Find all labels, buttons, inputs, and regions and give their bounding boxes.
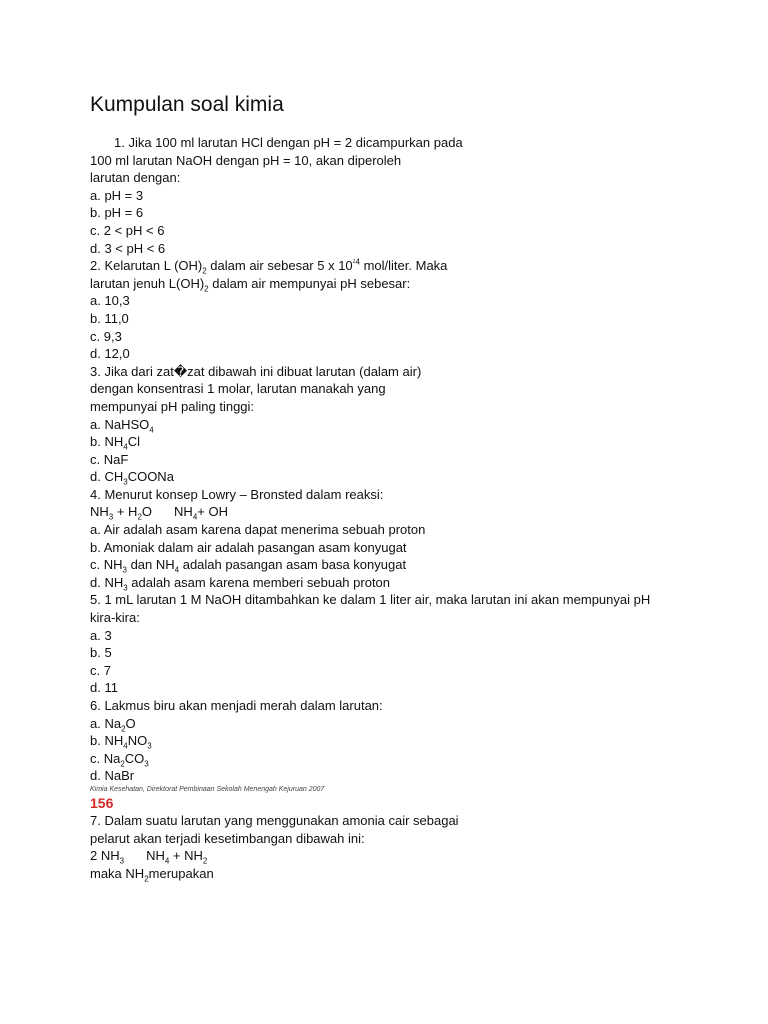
footer-source-note: Kimia Kesehatan, Direktorat Pembinaan Sekolah Menengah Kejuruan 2007 [90, 785, 325, 793]
option-4b: b. Amoniak dalam air adalah pasangan asam konyugat [90, 539, 407, 555]
page-number: 156 [90, 794, 114, 811]
question-5-text-cont: kira-kira: [90, 610, 140, 626]
option-4d: d. $NH_3$ adalah asam karena memberi sebuah proton [90, 574, 391, 593]
option-1d: d. 3 < pH < 6 [90, 240, 166, 256]
option-3a: a. NaHSO$_4$ [90, 416, 154, 435]
question-3-text-cont: dengan konsentrasi 1 molar, larutan manakah yang [90, 381, 386, 397]
question-7-text-cont: maka $NH_2merupakan$ [90, 865, 214, 884]
option-5d: d. 11 [90, 680, 118, 696]
question-3-text-cont: mempunyai pH paling tinggi: [90, 398, 255, 414]
option-4a: a. Air adalah asam karena dapat menerima sebuah proton [90, 522, 426, 538]
question-1-text-cont: 100 ml larutan NaOH dengan pH = 10, akan diperoleh [90, 152, 402, 168]
question-4-equation: $NH_3 + H_2O$ $NH_4+$ OH [90, 504, 228, 523]
question-7-equation: 2 $NH_3$ $NH_4 + NH_2$ [90, 848, 208, 866]
option-3c: c. NaF [90, 451, 129, 467]
question-5-text: 5. 1 mL larutan 1 M NaOH ditambahkan ke dalam 1 liter air, maka larutan ini akan mempunyai pH [90, 592, 651, 608]
question-2-text-cont: larutan jenuh $L(OH)_2$ dalam air mempunyai pH sebesar: [90, 275, 411, 294]
option-6d: d. NaBr [90, 768, 135, 784]
option-6a: a. $Na_2O$ [90, 715, 136, 734]
option-3b: b. $NH_4Cl$ [90, 434, 140, 452]
option-6b: b. $NH_4NO_3$ [90, 733, 152, 751]
question-7-text: 7. Dalam suatu larutan yang menggunakan amonia cair sebagai [90, 812, 459, 828]
page-title: Kumpulan soal kimia [90, 93, 284, 116]
option-2d: d. 12,0 [90, 346, 130, 362]
option-4c: c. $NH_3$ dan $NH_4$ adalah pasangan asam basa konyugat [90, 557, 407, 575]
option-1b: b. pH = 6 [90, 205, 144, 221]
question-2-text: 2. Kelarutan L $(OH)_2$ dalam air sebesar 5 x $10^{⁲4}$ mol/liter. Maka [90, 257, 448, 276]
question-4-text: 4. Menurut konsep Lowry – Bronsted dalam reaksi: [90, 486, 384, 502]
option-5a: a. 3 [90, 627, 112, 643]
option-6c: c. $Na_2CO_3$ [90, 750, 149, 769]
question-6-text: 6. Lakmus biru akan menjadi merah dalam larutan: [90, 698, 383, 713]
option-3d: d. $CH_3COONa$ [90, 469, 174, 487]
option-1c: c. 2 < pH < 6 [90, 222, 165, 238]
option-5b: b. 5 [90, 645, 112, 661]
question-1-text: 1. Jika 100 ml larutan HCl dengan pH = 2 dicampurkan pada [114, 135, 463, 150]
question-7-text-cont: pelarut akan terjadi kesetimbangan dibawah ini: [90, 830, 365, 846]
question-3-text: 3. Jika dari zat�zat dibawah ini dibuat larutan (dalam air) [90, 363, 422, 379]
option-2b: b. 11,0 [90, 310, 129, 326]
option-1a: a. pH = 3 [90, 187, 144, 203]
option-2a: a. 10,3 [90, 293, 130, 309]
option-5c: c. 7 [90, 662, 111, 678]
question-1-text-cont: larutan dengan: [90, 170, 181, 186]
document-page [90, 92, 730, 882]
option-2c: c. 9,3 [90, 328, 122, 344]
